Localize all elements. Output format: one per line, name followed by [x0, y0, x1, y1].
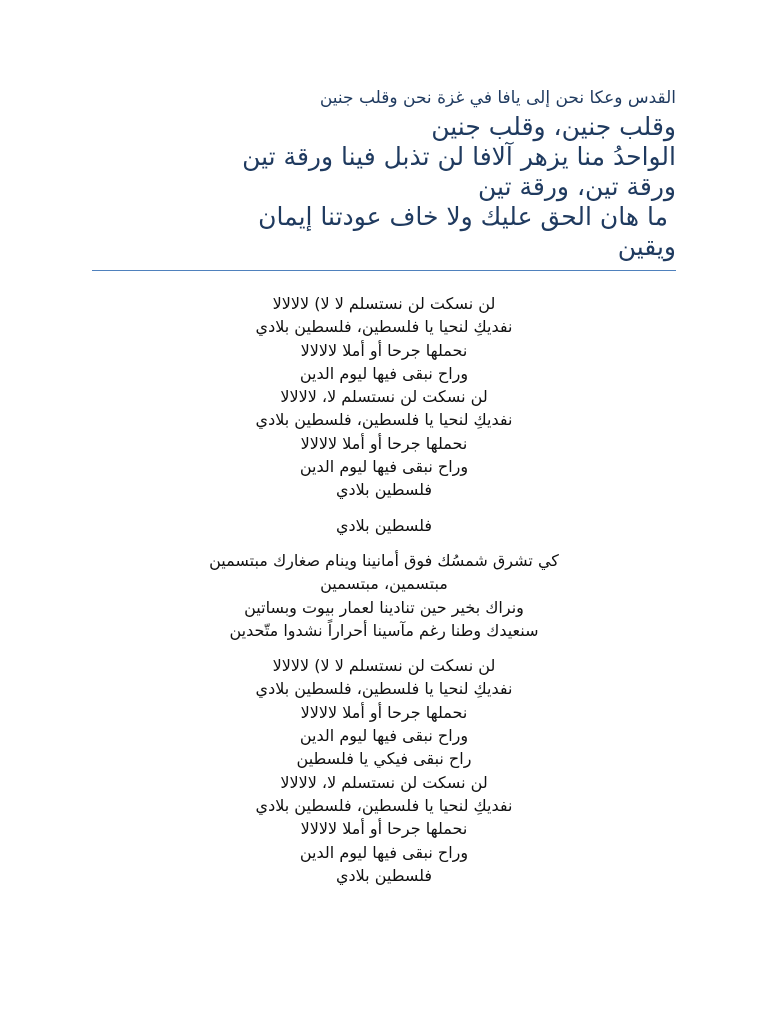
lyric-line: راح نبقى فيكي يا فلسطين: [296, 749, 472, 769]
lyric-line: نفديكِ لنحيا يا فلسطين، فلسطين بلادي: [255, 410, 513, 430]
lyric-line: سنعيدك وطنا رغم مآسينا أحراراً نشدوا متّحدين: [229, 620, 539, 640]
title-line: ما هان الحق عليك ولا خاف عودتنا إيمان: [258, 202, 676, 231]
lyric-line: فلسطين بلادي: [335, 865, 433, 885]
stanza-refrain: [92, 514, 676, 537]
lyric-line: نحملها جرحا أو أملا لالالالا: [300, 340, 468, 360]
lyric-line: لن نسكت لن نستسلم لا، لالالالا: [280, 772, 488, 792]
title-divider: [92, 270, 676, 271]
document-subtitle: القدس وعكا نحن إلى يافا في غزة نحن وقلب جنين: [319, 88, 676, 108]
lyrics-body: [92, 292, 676, 887]
stanza-chorus-2: [92, 654, 676, 887]
document-page: [92, 86, 676, 899]
lyric-line: نفديكِ لنحيا يا فلسطين، فلسطين بلادي: [255, 679, 513, 699]
lyric-line: وراح نبقى فيها ليوم الدين: [299, 842, 469, 862]
lyric-line: وراح نبقى فيها ليوم الدين: [299, 726, 469, 746]
title-line: وقلب جنين، وقلب جنين: [431, 112, 676, 141]
document-title: [92, 112, 676, 266]
lyric-line: ونراك بخير حين تنادينا لعمار بيوت وبساتين: [244, 597, 524, 617]
stanza-chorus-1: [92, 292, 676, 502]
lyric-line: نفديكِ لنحيا يا فلسطين، فلسطين بلادي: [255, 317, 513, 337]
lyric-line: نحملها جرحا أو أملا لالالالا: [300, 702, 468, 722]
lyric-line: لن نسكت لن نستسلم لا لا) لالالالا: [272, 294, 496, 313]
lyric-line: نفديكِ لنحيا يا فلسطين، فلسطين بلادي: [255, 795, 513, 815]
lyric-line: فلسطين بلادي: [335, 515, 433, 535]
lyric-line: كي تشرق شمسُك فوق أمانينا وينام صغارك مبتسمين: [209, 550, 559, 570]
lyric-line: نحملها جرحا أو أملا لالالالا: [300, 819, 468, 839]
lyric-line: فلسطين بلادي: [335, 480, 433, 500]
lyric-line: وراح نبقى فيها ليوم الدين: [299, 363, 469, 383]
lyric-line: لن نسكت لن نستسلم لا، لالالالا: [280, 387, 488, 407]
lyric-line: لن نسكت لن نستسلم لا لا) لالالالا: [272, 656, 496, 676]
lyric-line: مبتسمين، مبتسمين: [320, 574, 448, 594]
title-line: ورقة تين، ورقة تين: [478, 172, 676, 201]
stanza-verse: [92, 549, 676, 642]
lyric-line: وراح نبقى فيها ليوم الدين: [299, 457, 469, 477]
title-line: ويقين: [617, 232, 676, 261]
lyric-line: نحملها جرحا أو أملا لالالالا: [300, 433, 468, 453]
title-line: الواحدُ منا يزهر آلافا لن تذبل فينا ورقة تين: [242, 142, 676, 171]
